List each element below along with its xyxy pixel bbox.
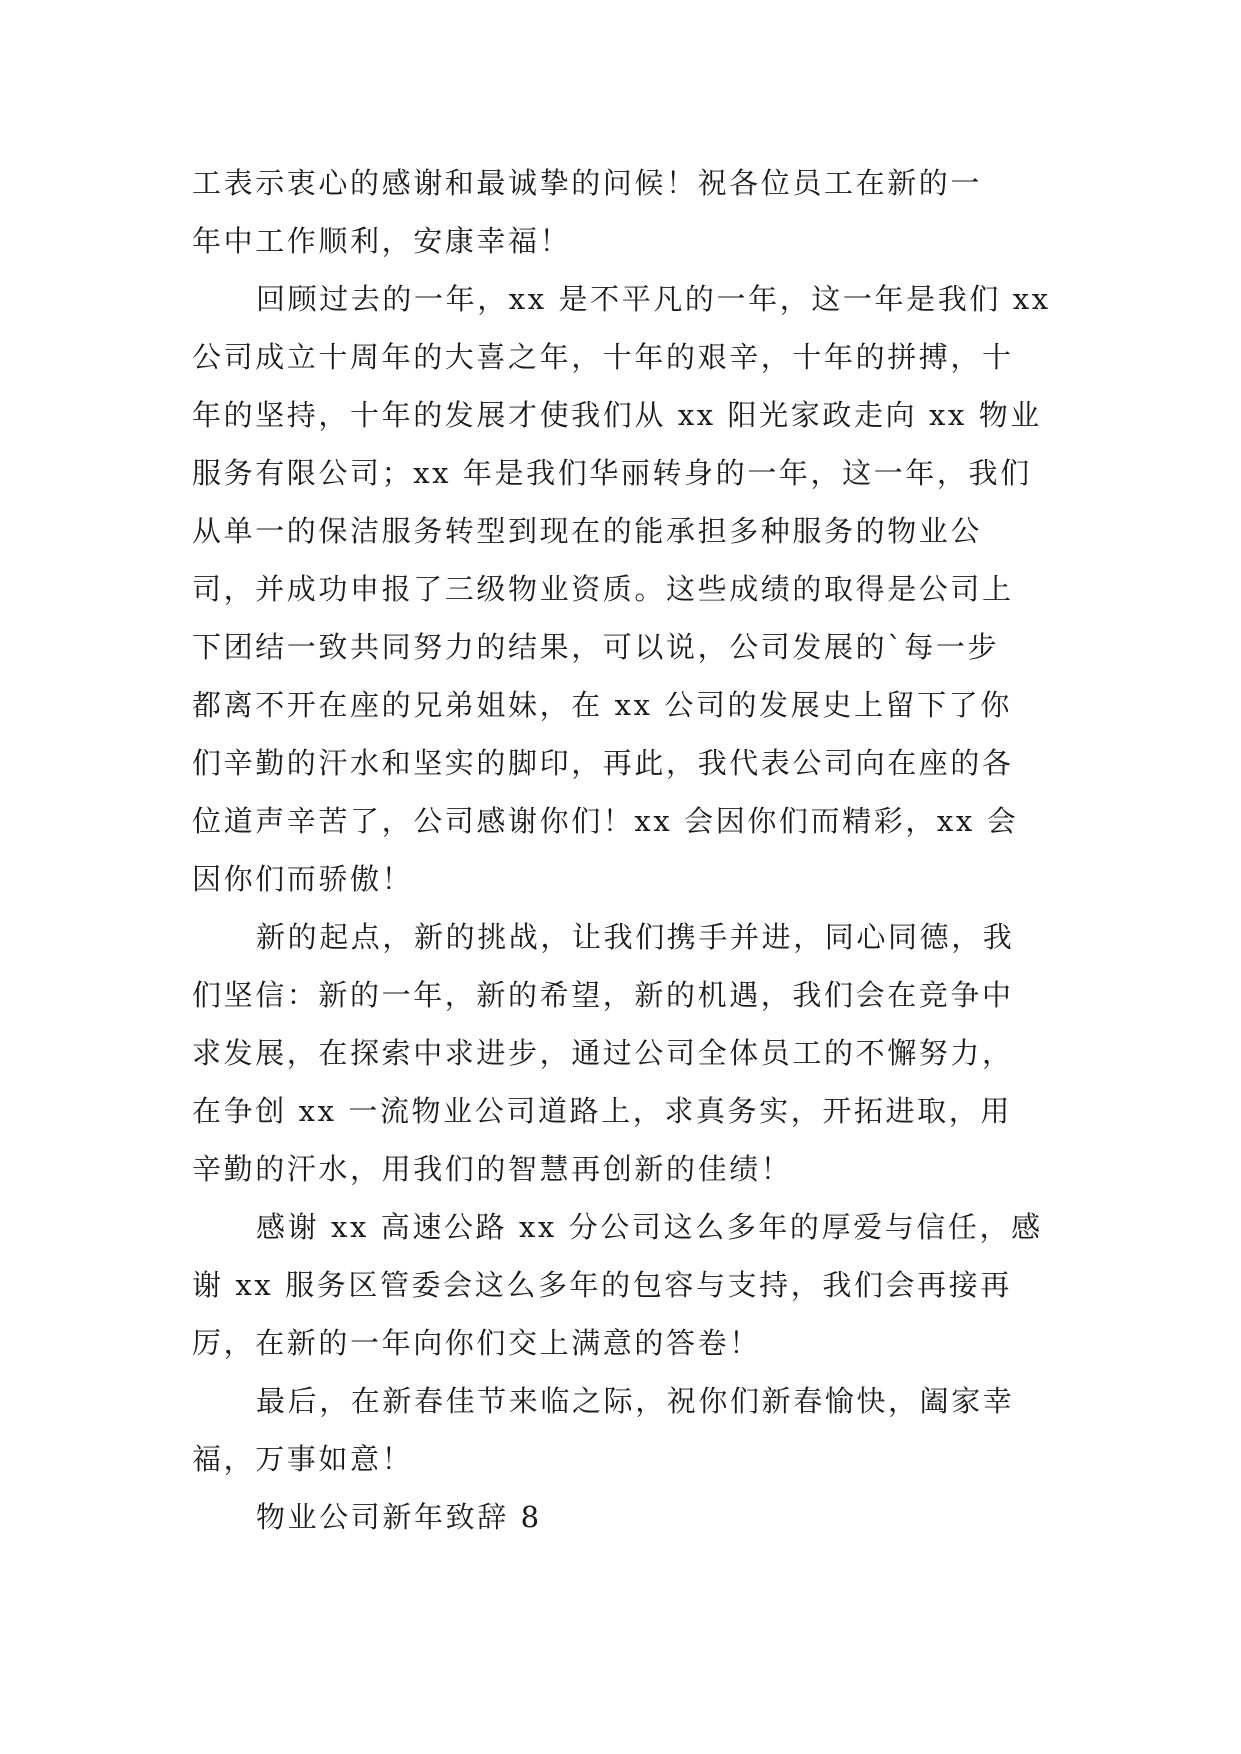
document-body xyxy=(192,154,1072,1546)
text-line: 因你们而骄傲！ xyxy=(192,862,414,896)
text-line: 最后，在新春佳节来临之际，祝你们新春愉快，阖家幸 xyxy=(256,1384,1015,1418)
text-line: 辛勤的汗水，用我们的智慧再创新的佳绩！ xyxy=(192,1152,793,1186)
text-line: 位道声辛苦了，公司感谢你们！xx 会因你们而精彩，xx 会 xyxy=(192,804,1019,838)
section-heading: 物业公司新年致辞 8 xyxy=(256,1500,542,1534)
text-line: 在争创 xx 一流物业公司道路上，求真务实，开拓进取，用 xyxy=(192,1094,1012,1128)
text-line: 谢 xx 服务区管委会这么多年的包容与支持，我们会再接再 xyxy=(192,1268,1012,1302)
text-line: 回顾过去的一年，xx 是不平凡的一年，这一年是我们 xx xyxy=(256,282,1051,316)
text-line: 新的起点，新的挑战，让我们携手并进，同心同德，我 xyxy=(256,920,1015,954)
text-line: 求发展，在探索中求进步，通过公司全体员工的不懈努力， xyxy=(192,1036,1014,1070)
text-line: 年的坚持，十年的发展才使我们从 xx 阳光家政走向 xx 物业 xyxy=(192,398,1042,432)
text-line: 工表示衷心的感谢和最诚挚的问候！祝各位员工在新的一 xyxy=(192,166,983,200)
text-line: 服务有限公司；xx 年是我们华丽转身的一年，这一年，我们 xyxy=(192,456,1032,490)
text-line: 公司成立十周年的大喜之年，十年的艰辛，十年的拼搏，十 xyxy=(192,340,1014,374)
text-line: 们坚信：新的一年，新的希望，新的机遇，我们会在竞争中 xyxy=(192,978,1014,1012)
text-line: 下团结一致共同努力的结果，可以说，公司发展的`每一步 xyxy=(192,630,1000,664)
text-line: 从单一的保洁服务转型到现在的能承担多种服务的物业公 xyxy=(192,514,983,548)
text-line: 感谢 xx 高速公路 xx 分公司这么多年的厚爱与信任，感 xyxy=(256,1210,1043,1244)
text-line: 司，并成功申报了三级物业资质。这些成绩的取得是公司上 xyxy=(192,572,1014,606)
text-line: 厉，在新的一年向你们交上满意的答卷！ xyxy=(192,1326,761,1360)
text-line: 年中工作顺利，安康幸福！ xyxy=(192,224,572,258)
text-line: 福，万事如意！ xyxy=(192,1442,414,1476)
text-line: 们辛勤的汗水和坚实的脚印，再此，我代表公司向在座的各 xyxy=(192,746,1014,780)
text-line: 都离不开在座的兄弟姐妹，在 xx 公司的发展史上留下了你 xyxy=(192,688,1012,722)
